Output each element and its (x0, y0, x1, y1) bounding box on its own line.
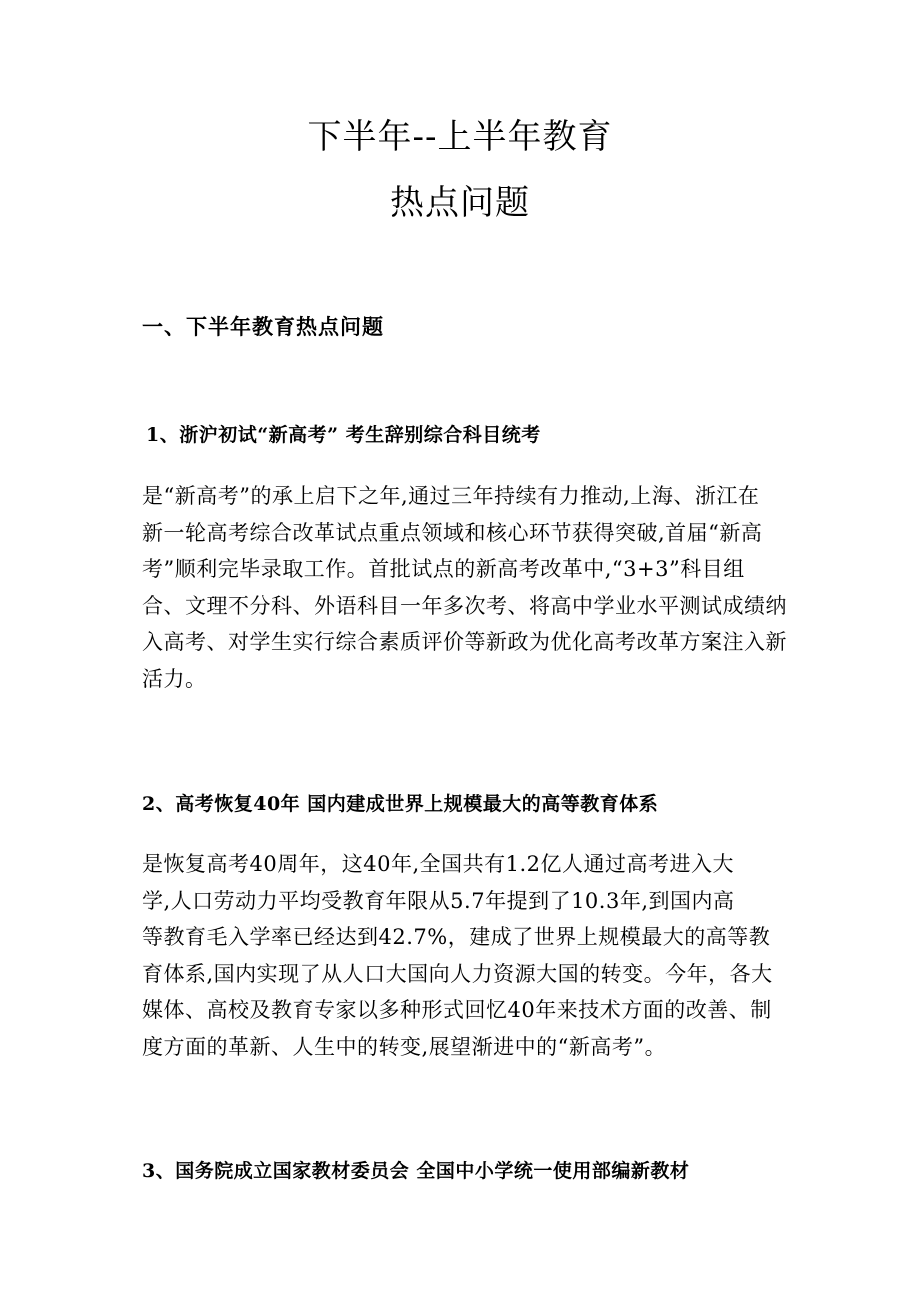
paragraph-line: 入高考、对学生实行综合素质评价等新政为优化高考改革方案注入新 (142, 630, 787, 654)
item-heading-2: 2、高考恢复40年 国内建成世界上规模最大的高等教育体系 (142, 793, 659, 815)
item-heading-3: 3、国务院成立国家教材委员会 全国中小学统一使用部编新教材 (142, 1160, 690, 1182)
paragraph-line: 新一轮高考综合改革试点重点领域和核心环节获得突破,首届“新高 (142, 520, 763, 545)
paragraph-line: 活力。 (142, 666, 207, 691)
paragraph-line: 育体系,国内实现了从人口大国向人力资源大国的转变。今年，各大 (142, 961, 773, 986)
paragraph-line: 度方面的革新、人生中的转变,展望渐进中的“新高考”。 (142, 1034, 667, 1059)
paragraph-line: 考”顺利完毕录取工作。首批试点的新高考改革中,“3+3”科目组 (142, 557, 745, 581)
paragraph-line: 等教育毛入学率已经达到42.7%，建成了世界上规模最大的高等教 (142, 925, 771, 949)
document-title-line-1: 下半年--上半年教育 (307, 117, 613, 157)
item-heading-1: 1、浙沪初试“新高考” 考生辞别综合科目统考 (146, 424, 541, 446)
paragraph-line: 是恢复高考40周年，这40年,全国共有1.2亿人通过高考进入大 (142, 852, 735, 876)
paragraph-line: 是“新高考”的承上启下之年,通过三年持续有力推动,上海、浙江在 (142, 484, 760, 508)
item-paragraph-1 (142, 478, 787, 697)
document-title-line-2: 热点问题 (390, 183, 530, 223)
paragraph-line: 媒体、高校及教育专家以多种形式回忆40年来技术方面的改善、制 (142, 998, 772, 1022)
paragraph-line: 合、文理不分科、外语科目一年多次考、将高中学业水平测试成绩纳 (142, 593, 787, 618)
paragraph-line: 学,人口劳动力平均受教育年限从5.7年提到了10.3年,到国内高 (142, 888, 735, 913)
item-paragraph-2 (142, 846, 782, 1065)
section-heading: 一、下半年教育热点问题 (142, 314, 384, 339)
